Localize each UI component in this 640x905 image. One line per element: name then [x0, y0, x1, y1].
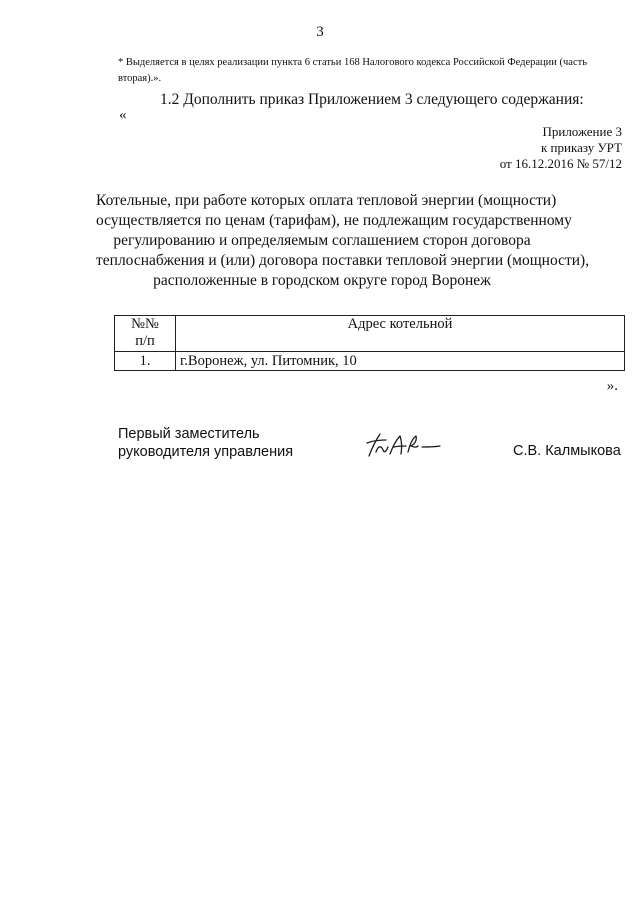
table-header-row	[115, 316, 625, 352]
appendix-title	[96, 191, 590, 291]
header-address: Адрес котельной	[176, 316, 625, 352]
table-row	[115, 352, 625, 371]
title-line: регулированию и определяемым соглашением сторон договора	[113, 232, 531, 249]
row-number: 1.	[115, 352, 176, 371]
title-line: расположенные в городском округе город Воронеж	[153, 272, 491, 289]
signatory-title-line-2: руководителя управления	[118, 444, 294, 460]
appendix-line-2: к приказу УРТ	[540, 140, 622, 155]
amendment-paragraph: 1.2 Дополнить приказ Приложением 3 следующего содержания:	[160, 91, 584, 108]
title-line: Котельные, при работе которых оплата тепловой энергии (мощности)	[96, 192, 557, 209]
row-address: г.Воронеж, ул. Питомник, 10	[176, 352, 625, 371]
title-line: теплоснабжения и (или) договора поставки тепловой энергии (мощности),	[96, 252, 590, 269]
appendix-line-3: от 16.12.2016 № 57/12	[499, 156, 622, 171]
footnote-line-1: * Выделяется в целях реализации пункта 6 статьи 168 Налогового кодекса Российской Федерации (часть	[118, 57, 588, 68]
title-line: осуществляется по ценам (тарифам), не подлежащим государственному	[96, 212, 572, 229]
handwritten-signature	[366, 430, 442, 460]
boiler-table	[114, 315, 625, 371]
appendix-header	[500, 124, 622, 172]
signatory-title-line-1: Первый заместитель	[118, 426, 260, 442]
header-number-line-2: п/п	[135, 333, 155, 349]
signatory-name: С.В. Калмыкова	[513, 443, 621, 459]
opening-quote: «	[119, 107, 127, 123]
appendix-line-1: Приложение 3	[542, 124, 622, 139]
signatory-title	[118, 425, 293, 461]
footnote-line-2: вторая).».	[118, 73, 162, 84]
page-number: 3	[316, 24, 324, 40]
header-number	[115, 316, 176, 352]
closing-quote: ».	[606, 378, 618, 394]
header-number-line-1: №№	[131, 316, 159, 332]
footnote	[118, 55, 623, 87]
